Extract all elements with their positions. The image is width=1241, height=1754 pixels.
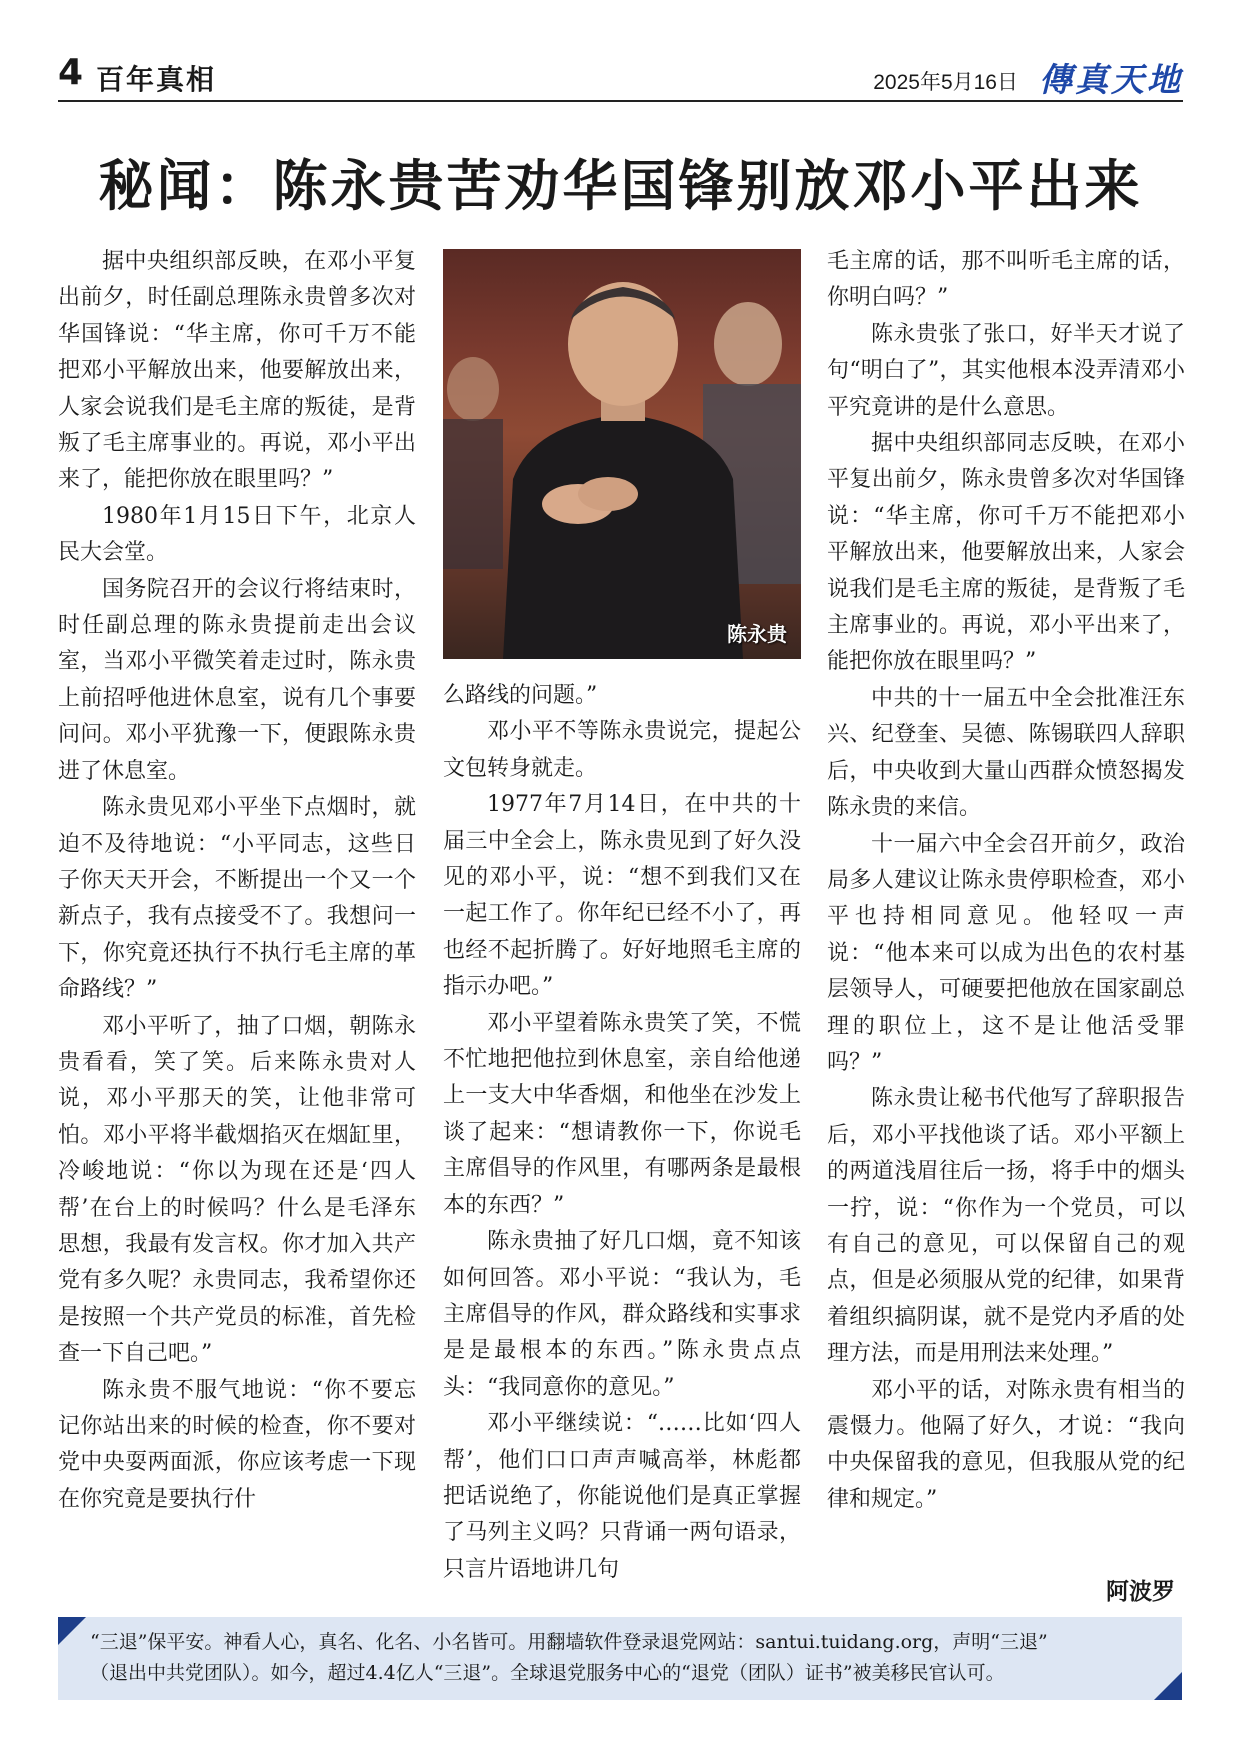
paragraph: 陈永贵抽了好几口烟，竟不知该如何回答。邓小平说：“我认为，毛主席倡导的作风，群众路线和实事求是是最根本的东西。”陈永贵点点头：“我同意你的意见。” <box>443 1229 801 1400</box>
santui-banner <box>58 1617 1182 1700</box>
paragraph: 邓小平不等陈永贵说完，提起公文包转身就走。 <box>443 719 801 781</box>
banner-line: （退出中共党团队）。如今，超过4.4亿人“三退”。全球退党服务中心的“退党（团队）证书”被美移民官认可。 <box>90 1662 1005 1684</box>
article-column-2 <box>443 678 801 1588</box>
paragraph: 邓小平听了，抽了口烟，朝陈永贵看看，笑了笑。后来陈永贵对人说，邓小平那天的笑，让他非常可怕。邓小平将半截烟掐灭在烟缸里，冷峻地说：“你以为现在还是‘四人帮’在台上的时候吗？什么是毛泽东思想，我最有发言权。你才加入共产党有多久呢？永贵同志，我希望你还是按照一个共产党员的标准，首先检查一下自己吧。” <box>58 1013 416 1367</box>
paragraph-continued: 么路线的问题。” <box>443 683 598 708</box>
banner-line: “三退”保平安。神看人心，真名、化名、小名皆可。用翻墙软件登录退党网站：santui.tuidang.org，声明“三退” <box>90 1631 1048 1653</box>
article-column-3 <box>827 244 1185 1518</box>
paragraph: 邓小平的话，对陈永贵有相当的震慑力。他隔了好久，才说：“我向中央保留我的意见，但我服从党的纪律和规定。” <box>827 1377 1185 1512</box>
paragraph: 陈永贵张了张口，好半天才说了句“明白了”，其实他根本没弄清邓小平究竟讲的是什么意思。 <box>827 321 1185 420</box>
newspaper-logo: 傳真天地 <box>1039 60 1183 99</box>
paragraph: 邓小平望着陈永贵笑了笑，不慌不忙地把他拉到休息室，亲自给他递上一支大中华香烟，和他坐在沙发上谈了起来：“想请教你一下，你说毛主席倡导的作风里，有哪两条是最根本的东西？” <box>443 1010 801 1218</box>
corner-triangle-icon <box>58 1617 86 1645</box>
issue-date: 2025年5月16日 <box>873 71 1018 94</box>
paragraph: 据中央组织部同志反映，在邓小平复出前夕，陈永贵曾多次对华国锋说：“华主席，你可千万不能把邓小平解放出来，他要解放出来，人家会说我们是毛主席的叛徒，是背叛了毛主席事业的。再说，邓小平出来了，能把你放在眼里吗？” <box>827 431 1185 675</box>
paragraph: 邓小平继续说：“……比如‘四人帮’，他们口口声声喊高举，林彪都把话说绝了，你能说他们是真正掌握了马列主义吗？只背诵一两句语录，只言片语地讲几句 <box>443 1411 801 1582</box>
article-headline: 秘闻：陈永贵苦劝华国锋别放邓小平出来 <box>98 153 1143 218</box>
paragraph: 据中央组织部反映，在邓小平复出前夕，时任副总理陈永贵曾多次对华国锋说：“华主席，你可千万不能把邓小平解放出来，他要解放出来，人家会说我们是毛主席的叛徒，是背叛了毛主席事业的。再说，邓小平出来了，能把你放在眼里吗？” <box>58 249 416 493</box>
paragraph: 中共的十一届五中全会批准汪东兴、纪登奎、吴德、陈锡联四人辞职后，中央收到大量山西群众愤怒揭发陈永贵的来信。 <box>827 685 1185 821</box>
paragraph: 陈永贵见邓小平坐下点烟时，就迫不及待地说：“小平同志，这些日子你天天开会，不断提出一个又一个新点子，我有点接受不了。我想问一下，你究竟还执行不执行毛主席的革命路线？” <box>58 795 416 1003</box>
page-number: 4 <box>58 52 84 93</box>
corner-triangle-icon <box>1154 1672 1182 1700</box>
article-photo <box>443 249 801 659</box>
paragraph: 1977年7月14日，在中共的十届三中全会上，陈永贵见到了好久没见的邓小平，说：“想不到我们又在一起工作了。你年纪已经不小了，再也经不起折腾了。好好地照毛主席的指示办吧。” <box>443 792 801 1000</box>
article-column-1 <box>58 244 416 1518</box>
paragraph: 十一届六中全会召开前夕，政治局多人建议让陈永贵停职检查，邓小平也持相同意见。他轻叹一声说：“他本来可以成为出色的农村基层领导人，可硬要把他放在国家副总理的职位上，这不是让他活受罪吗？” <box>827 831 1185 1075</box>
paragraph: 国务院召开的会议行将结束时，时任副总理的陈永贵提前走出会议室，当邓小平微笑着走过时，陈永贵上前招呼他进休息室，说有几个事要问问。邓小平犹豫一下，便跟陈永贵进了休息室。 <box>58 576 416 784</box>
author-byline: 阿波罗 <box>1106 1579 1175 1605</box>
banner-text <box>90 1627 1150 1689</box>
section-name: 百年真相 <box>96 63 217 96</box>
photo-caption: 陈永贵 <box>727 622 787 646</box>
paragraph: 陈永贵让秘书代他写了辞职报告后，邓小平找他谈了话。邓小平额上的两道浅眉往后一扬，将手中的烟头一拧，说：“你作为一个党员，可以有自己的意见，可以保留自己的观点，但是必须服从党的纪律，如果背着组织搞阴谋，就不是党内矛盾的处理方法，而是用刑法来处理。” <box>827 1086 1185 1367</box>
paragraph: 1980年1月15日下午，北京人民大会堂。 <box>58 503 416 566</box>
paragraph: 陈永贵不服气地说：“你不要忘记你站出来的时候的检查，你不要对党中央耍两面派，你应该考虑一下现在你究竟是要执行什 <box>58 1377 416 1512</box>
paragraph-continued: 毛主席的话，那不叫听毛主席的话，你明白吗？” <box>827 249 1185 311</box>
page-header <box>58 50 1183 102</box>
portrait-illustration <box>443 249 801 659</box>
